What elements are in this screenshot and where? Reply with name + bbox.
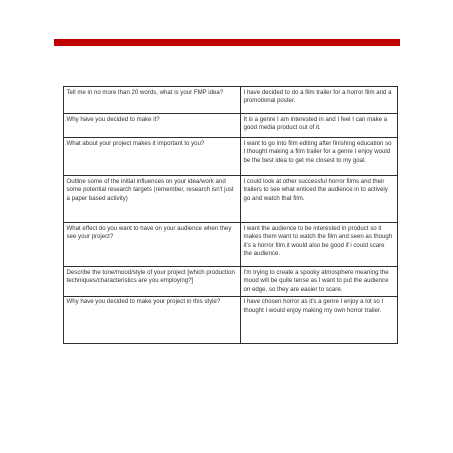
- answer-cell: I have chosen horror as it's a genre I enjoy a lot so I thought I would enjoy making my own horror trailer.: [241, 296, 398, 343]
- table-row: [64, 267, 398, 297]
- header-rule: [54, 39, 400, 46]
- question-cell: Describe the tone/mood/style of your project [which production techniques/characteristics are you employing?]: [64, 267, 241, 297]
- answer-cell: I want to go into film editing after finishing education so I thought making a film trailer for a genre I enjoy would be the best idea to get me closest to my goal.: [241, 138, 398, 176]
- answer-cell: I'm trying to create a spooky atmosphere meaning the mood will be quite tense as I want to put the audience on edge, so they are easier to scare.: [241, 267, 398, 297]
- question-cell: Why have you decided to make it?: [64, 114, 241, 138]
- answer-cell: I could look at other successful horror films and their trailers to see what enticed the audience in to actively go and watch that film.: [241, 176, 398, 223]
- table-row: [64, 223, 398, 267]
- question-cell: What effect do you want to have on your audience when they see your project?: [64, 223, 241, 267]
- question-cell: Why have you decided to make your project in this style?: [64, 296, 241, 343]
- table-row: [64, 87, 398, 114]
- fmp-proposal-table: [63, 86, 398, 344]
- table-row: [64, 296, 398, 343]
- table-row: [64, 114, 398, 138]
- question-cell: Tell me in no more than 20 words, what is your FMP idea?: [64, 87, 241, 114]
- answer-cell: It is a genre I am interested in and I feel I can make a good media product out of it.: [241, 114, 398, 138]
- question-cell: What about your project makes it important to you?: [64, 138, 241, 176]
- answer-cell: I have decided to do a film trailer for a horror film and a promotional poster.: [241, 87, 398, 114]
- table-row: [64, 176, 398, 223]
- question-cell: Outline some of the initial influences on your idea/work and some potential research targets (remember, research isn't just a paper based activity): [64, 176, 241, 223]
- table-row: [64, 138, 398, 176]
- answer-cell: I want the audience to be interested in product so it makes them want to watch the film and seen as though it's a horror film it would also be good if i could scare the audience.: [241, 223, 398, 267]
